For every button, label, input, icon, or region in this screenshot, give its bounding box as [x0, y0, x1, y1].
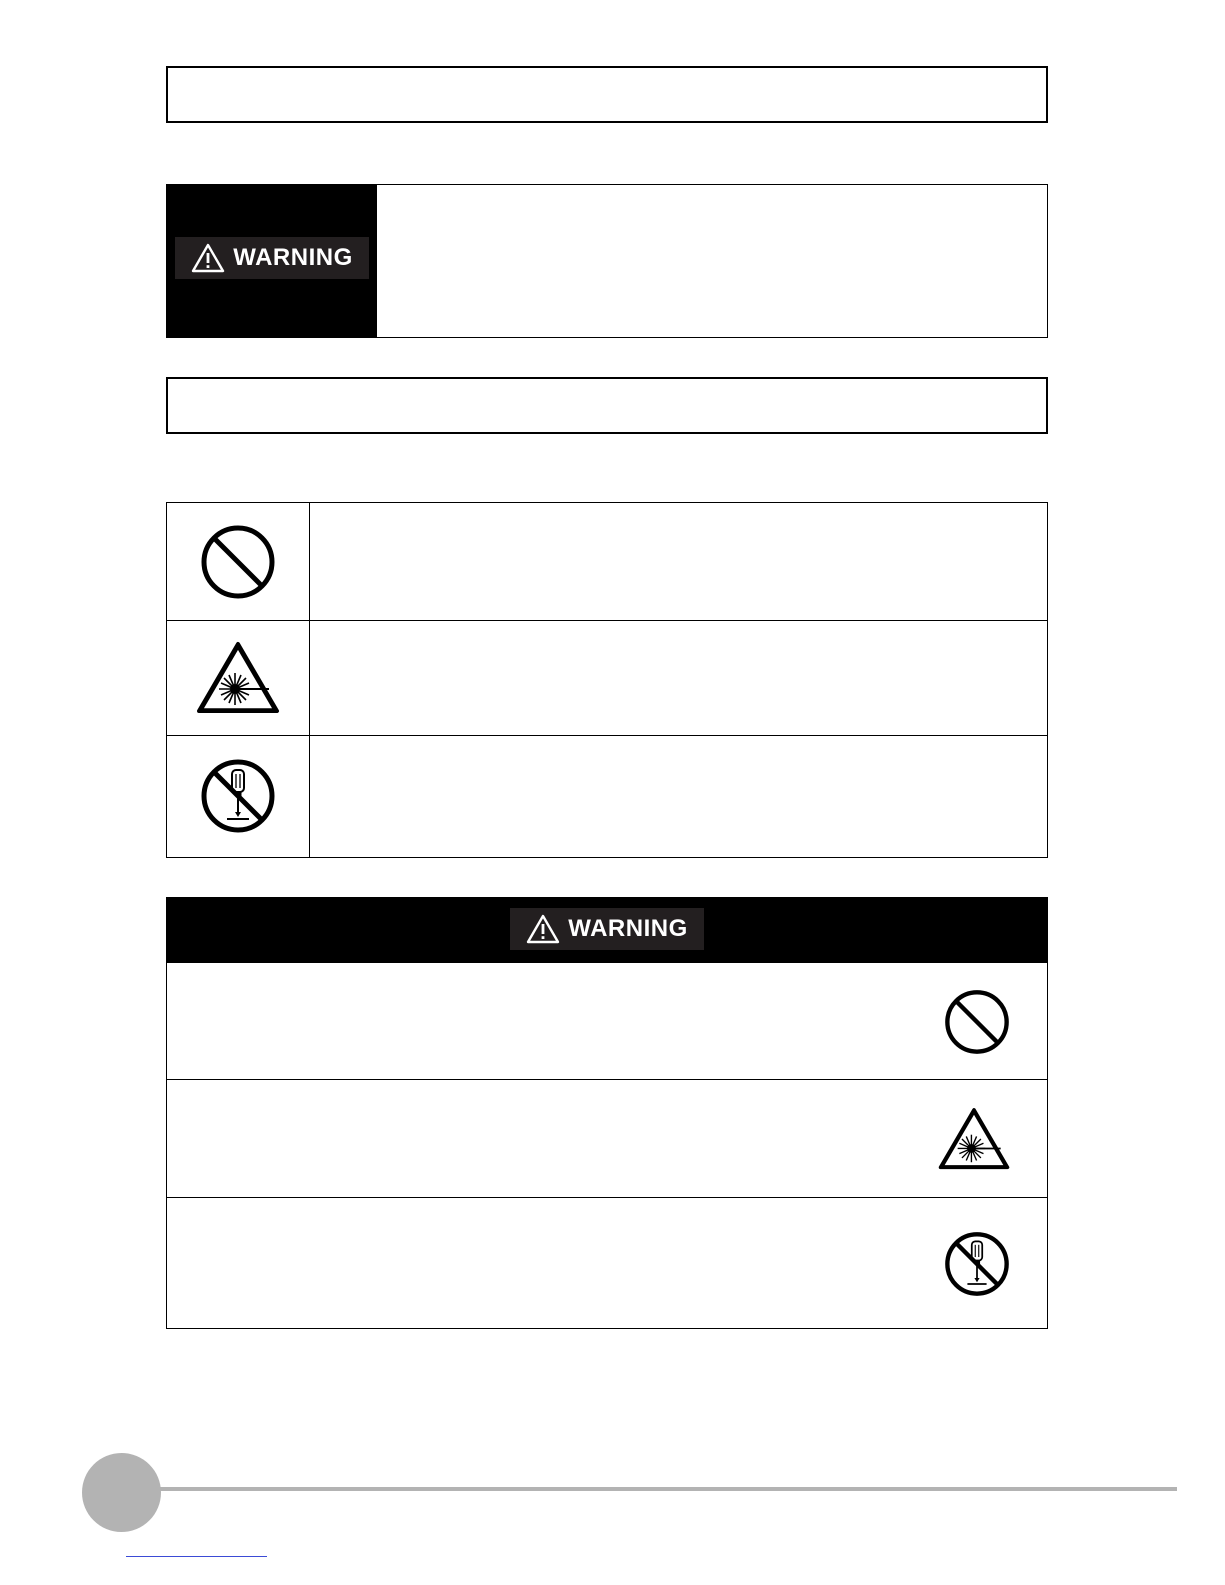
laser-hazard-icon — [195, 640, 281, 716]
symbol-icon-cell — [167, 735, 310, 857]
warning-item-prohibition — [167, 962, 1047, 1080]
bottom-link-underline[interactable] — [126, 1556, 267, 1557]
symbol-row-laser — [167, 620, 1047, 736]
warning-definition-block — [166, 184, 1048, 338]
warning-item-no-disassembly — [167, 1197, 1047, 1329]
section-title-box-safety-indications — [166, 66, 1048, 123]
symbol-icon-cell — [167, 620, 310, 735]
warning-signal-word — [510, 908, 704, 950]
no-disassembly-icon — [199, 757, 277, 835]
warning-triangle-icon — [526, 914, 560, 944]
warning-header-label-text: WARNING — [568, 915, 688, 942]
section-title-box-meanings-of-symbols — [166, 377, 1048, 434]
symbol-row-prohibition — [167, 503, 1047, 621]
warning-signal-word — [175, 237, 369, 279]
symbol-description-cell — [310, 735, 1047, 857]
symbol-meaning-table — [166, 502, 1048, 858]
symbol-description-cell — [310, 503, 1047, 620]
warning-triangle-icon — [191, 243, 225, 273]
symbol-description-cell — [310, 620, 1047, 735]
prohibition-icon — [943, 988, 1011, 1056]
warning-item-laser — [167, 1079, 1047, 1198]
laser-hazard-icon — [937, 1106, 1011, 1172]
symbol-row-no-disassembly — [167, 735, 1047, 857]
page-number-circle — [82, 1453, 161, 1532]
footer-rule — [120, 1487, 1177, 1491]
no-disassembly-icon — [943, 1230, 1011, 1298]
warning-label-text: WARNING — [233, 244, 353, 271]
warning-table — [166, 897, 1048, 1329]
warning-definition-label-area — [167, 185, 377, 337]
prohibition-icon — [199, 523, 277, 601]
symbol-icon-cell — [167, 503, 310, 620]
warning-table-header — [167, 898, 1047, 962]
